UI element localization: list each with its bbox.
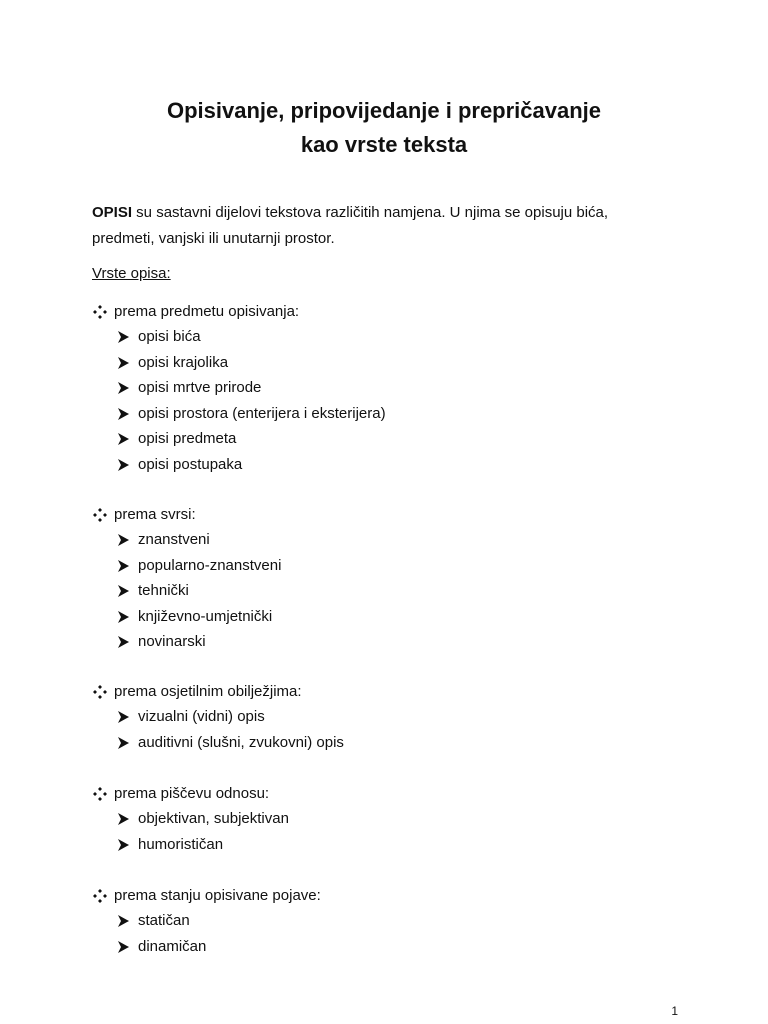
diamond-bullet-icon — [92, 888, 108, 904]
section-heading-text: prema osjetilnim obilježjima: — [114, 683, 302, 700]
arrowhead-bullet-icon — [117, 736, 130, 750]
list-item — [117, 911, 190, 931]
intro-line-1-text: su sastavni dijelovi tekstova različitih namjena. U njima se opisuju bića, — [132, 204, 609, 221]
arrowhead-bullet-icon — [117, 584, 130, 598]
diamond-bullet-icon — [92, 684, 108, 700]
arrowhead-bullet-icon — [117, 458, 130, 472]
section-heading — [92, 682, 302, 702]
list-item — [117, 607, 272, 627]
section-heading — [92, 886, 321, 906]
arrowhead-bullet-icon — [117, 407, 130, 421]
list-item-text: opisi postupaka — [138, 455, 243, 473]
list-item-text: dinamičan — [138, 937, 207, 955]
list-item — [117, 530, 210, 550]
diamond-bullet-icon — [92, 304, 108, 320]
types-heading: Vrste opisa: — [92, 265, 171, 282]
list-item — [117, 835, 223, 855]
list-item-text: novinarski — [138, 633, 206, 650]
arrowhead-bullet-icon — [117, 533, 130, 547]
list-item-text: vizualni (vidni) opis — [138, 708, 265, 725]
list-item-text: tehnički — [138, 582, 189, 599]
section-heading — [92, 784, 269, 804]
arrowhead-bullet-icon — [117, 940, 130, 954]
list-item-text: statičan — [138, 912, 190, 929]
list-item — [117, 581, 189, 601]
diamond-bullet-icon — [92, 786, 108, 802]
list-item-text: opisi prostora (enterijera i eksterijera) — [138, 404, 386, 422]
list-item — [117, 378, 261, 398]
page-number: 1 — [671, 1004, 678, 1018]
arrowhead-bullet-icon — [117, 610, 130, 624]
list-item-text: opisi bića — [138, 328, 201, 345]
arrowhead-bullet-icon — [117, 710, 130, 724]
list-item-text: opisi predmeta — [138, 430, 237, 447]
section-heading-text: prema svrsi: — [114, 506, 196, 523]
list-item-text: objektivan, subjektivan — [138, 810, 289, 827]
arrowhead-bullet-icon — [117, 432, 130, 446]
list-item-text: književno-umjetnički — [138, 607, 273, 625]
list-item — [117, 404, 386, 424]
list-item — [117, 353, 228, 373]
list-item — [117, 455, 242, 475]
section-heading-text: prema predmetu opisivanja: — [114, 303, 300, 320]
arrowhead-bullet-icon — [117, 381, 130, 395]
list-item — [117, 809, 289, 829]
section-heading — [92, 302, 299, 322]
list-item — [117, 733, 344, 753]
page-title-line-1: Opisivanje, pripovijedanje i prepričavanje — [166, 98, 602, 123]
section-heading-text: prema piščevu odnosu: — [114, 785, 270, 802]
page-title-line-2: kao vrste teksta — [300, 132, 468, 157]
diamond-bullet-icon — [92, 507, 108, 523]
list-item-text: auditivni (slušni, zvukovni) opis — [138, 733, 344, 751]
list-item — [117, 632, 206, 652]
arrowhead-bullet-icon — [117, 914, 130, 928]
arrowhead-bullet-icon — [117, 559, 130, 573]
arrowhead-bullet-icon — [117, 330, 130, 344]
intro-line-2: predmeti, vanjski ili unutarnji prostor. — [92, 230, 335, 247]
arrowhead-bullet-icon — [117, 838, 130, 852]
list-item — [117, 707, 265, 727]
list-item — [117, 937, 206, 957]
arrowhead-bullet-icon — [117, 356, 130, 370]
intro-paragraph — [92, 200, 692, 252]
list-item — [117, 556, 281, 576]
list-item — [117, 429, 236, 449]
list-item-text: popularno-znanstveni — [138, 556, 282, 574]
section-heading-text: prema stanju opisivane pojave: — [114, 887, 321, 904]
intro-line-1 — [92, 200, 692, 226]
section-heading — [92, 505, 196, 525]
list-item-text: znanstveni — [138, 531, 210, 548]
list-item-text: opisi mrtve prirode — [138, 379, 262, 396]
arrowhead-bullet-icon — [117, 635, 130, 649]
list-item-text: humorističan — [138, 835, 224, 853]
intro-lead-term: OPISI — [92, 204, 133, 221]
list-item-text: opisi krajolika — [138, 353, 229, 371]
arrowhead-bullet-icon — [117, 812, 130, 826]
list-item — [117, 327, 201, 347]
